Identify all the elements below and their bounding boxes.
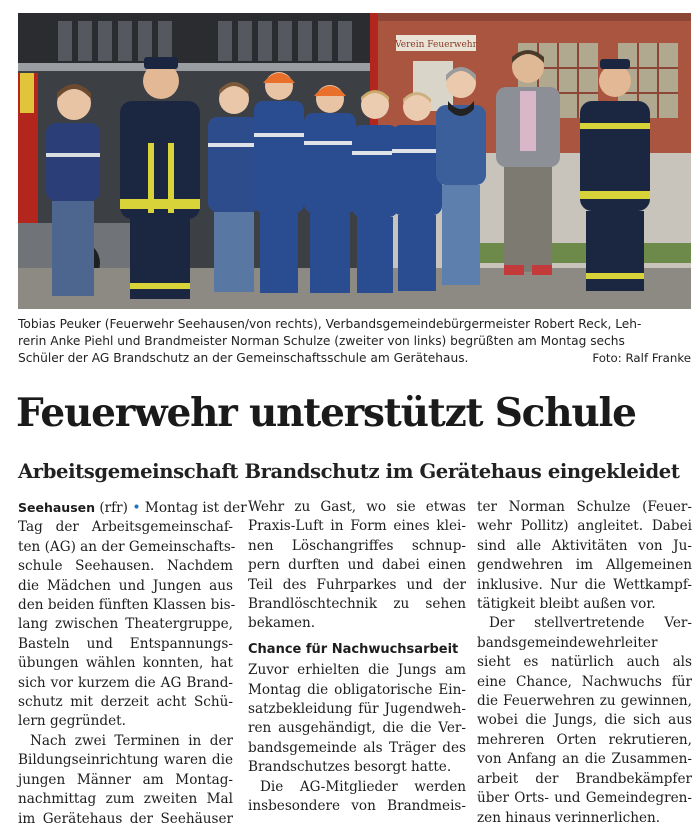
- article-column-3: [477, 498, 692, 828]
- text-line: sind alle Aktivitäten von Ju-: [477, 537, 692, 554]
- text-line: im Gerätehaus der Seehäuser: [18, 810, 233, 827]
- text-line: Wehr zu Gast, wo sie etwas: [248, 499, 466, 515]
- text-line: ten (AG) an der Gemeinschafts-: [18, 538, 236, 555]
- text-line: wehr Pollitz) angleitet. Dabei: [477, 518, 692, 535]
- text-line: Tag der Arbeitsgemeinschaf-: [18, 519, 233, 536]
- subheadline: Arbeitsgemeinschaft Brandschutz im Gerätehaus eingekleidet: [18, 460, 680, 483]
- text-line: eine Chance, Nachwuchs für: [477, 673, 692, 690]
- text-line: lang zwischen Theatergruppe,: [18, 616, 233, 633]
- text-line: jungen Männer am Montag-: [18, 771, 233, 788]
- text-line: Der stellvertretende Ver-: [489, 615, 692, 632]
- text-line: bandsgemeindewehrleiter: [477, 634, 658, 651]
- dateline: Seehausen: [18, 500, 96, 515]
- text-line: Die AG-Mitglieder werden: [260, 778, 466, 795]
- caption-line: rerin Anke Piehl und Brandmeister Norman Schulze (zweiter von links) begrüßten am Montag sechs: [18, 334, 625, 349]
- caption-line: Schüler der AG Brandschutz an der Gemeinschaftsschule am Gerätehaus.: [18, 351, 469, 366]
- text-line: Basteln und Entspannungs-: [18, 635, 233, 652]
- article-column-2: [248, 498, 466, 817]
- text-line: wobei die Jungs, die sich aus: [477, 712, 692, 729]
- text-line: ter Norman Schulze (Feuer-: [477, 499, 692, 515]
- agency-tag: (rfr): [99, 500, 128, 516]
- first-line-text: Montag ist der: [144, 500, 247, 516]
- text-line: schule Seehausen. Nachdem: [18, 558, 233, 575]
- text-line: lern gegründet.: [18, 713, 126, 730]
- text-line: gendwehren im Allgemeinen: [477, 557, 692, 574]
- text-line: arbeit der Brandbekämpfer: [477, 770, 692, 787]
- text-line: von Anfang an die Zusammen-: [477, 751, 692, 768]
- headline: Feuerwehr unterstützt Schule: [16, 390, 636, 436]
- article-column-1: [18, 498, 247, 829]
- text-line: nachmittag zum zweiten Mal: [18, 791, 233, 808]
- text-line: übungen wählen konnten, hat: [18, 655, 233, 672]
- photo-caption: [18, 316, 691, 368]
- text-line: den beiden fünften Klassen bis-: [18, 597, 236, 614]
- text-line: die Feuerwehren zu gewinnen,: [477, 693, 692, 710]
- text-line: satzbekleidung für Jugendweh-: [248, 701, 466, 718]
- article-photo: [18, 13, 691, 309]
- text-line: sieht es natürlich auch als: [477, 654, 692, 671]
- text-line: tätigkeit bleibt außen vor.: [477, 596, 656, 613]
- photo-credit: Foto: Ralf Franke: [592, 351, 691, 366]
- bullet-icon: •: [132, 500, 141, 516]
- text-line: Bildungseinrichtung waren die: [18, 752, 233, 769]
- text-line: zen hinaus verinnerlichen.: [477, 809, 661, 826]
- text-line: die Mädchen und Jungen aus: [18, 577, 233, 594]
- text-line: mehreren Orten rekrutieren,: [477, 731, 692, 748]
- section-subhead: Chance für Nachwuchsarbeit: [248, 641, 459, 657]
- text-line: über Orts- und Gemeindegren-: [477, 790, 692, 807]
- text-line: schutz mit derzeit acht Schü-: [18, 694, 233, 711]
- first-line: [18, 498, 247, 518]
- text-line: sich vor kurzem die AG Brand-: [18, 674, 233, 691]
- text-line: Zuvor erhielten die Jungs am: [248, 662, 466, 679]
- group-photo-illustration: [18, 13, 691, 309]
- text-line: ren ausgehändigt, die die Ver-: [248, 720, 466, 737]
- text-line: nen Löschangriffes schnup-: [248, 537, 466, 554]
- text-line: Brandschutzes besorgt hatte.: [248, 759, 452, 776]
- text-line: Montag die obligatorische Ein-: [248, 681, 466, 698]
- building-sign-text: Verein Feuerwehr: [395, 40, 477, 50]
- text-line: bandsgemeinde als Träger des: [248, 739, 466, 756]
- text-line: Praxis-Luft in Form eines klei-: [248, 518, 466, 535]
- caption-line: Tobias Peuker (Feuerwehr Seehausen/von rechts), Verbandsgemeindebürgermeister Robert Reck, Leh-: [18, 317, 642, 331]
- text-line: inklusive. Nur die Wettkampf-: [477, 576, 692, 593]
- text-line: Nach zwei Terminen in der: [30, 732, 233, 749]
- text-line: insbesondere von Brandmeis-: [248, 798, 466, 815]
- text-line: pern durften und dabei einen: [248, 557, 466, 574]
- text-line: Teil des Fuhrparkes und der: [248, 576, 466, 593]
- text-line: bekamen.: [248, 615, 316, 632]
- text-line: Brandlöschtechnik zu sehen: [248, 596, 466, 613]
